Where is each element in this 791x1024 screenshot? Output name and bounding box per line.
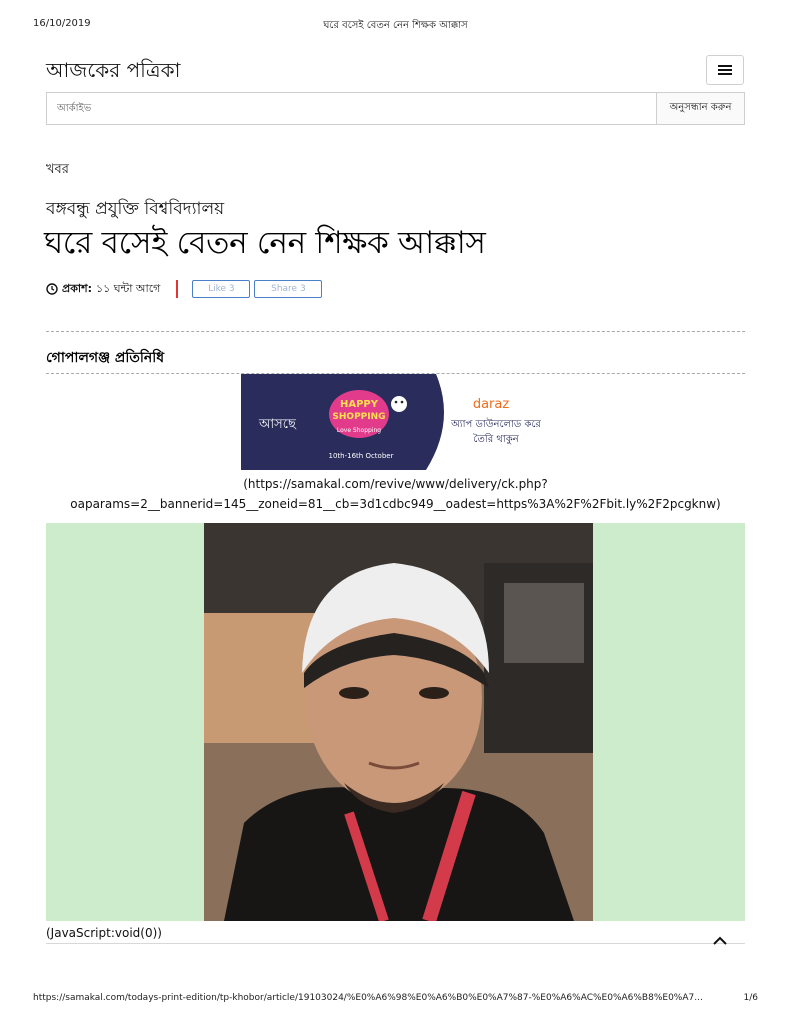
article-subheadline: বঙ্গবন্ধু প্রযুক্তি বিশ্ববিদ্যালয় bbox=[46, 199, 225, 219]
daraz-logo: daraz bbox=[472, 397, 510, 412]
site-name[interactable]: আজকের পত্রিকা bbox=[46, 58, 181, 82]
article-photo bbox=[204, 523, 593, 921]
published-label: প্রকাশ: bbox=[62, 281, 93, 295]
advertisement-banner[interactable] bbox=[241, 374, 550, 470]
ad-event-line3: Love Shopping bbox=[336, 427, 382, 434]
ad-dates: 10th-16th October bbox=[328, 452, 394, 460]
ad-event-line2: SHOPPING bbox=[332, 412, 386, 422]
article-headline: ঘরে বসেই বেতন নেন শিক্ষক আক্কাস bbox=[44, 225, 486, 261]
menu-button[interactable] bbox=[706, 55, 744, 85]
divider bbox=[46, 331, 745, 332]
print-title: ঘরে বসেই বেতন নেন শিক্ষক আক্কাস bbox=[323, 20, 468, 31]
article-category[interactable]: খবর bbox=[46, 162, 69, 177]
javascript-void-link[interactable]: (JavaScript:void(0)) bbox=[46, 926, 162, 940]
article-photo-frame bbox=[46, 523, 745, 921]
search-input[interactable] bbox=[47, 93, 657, 124]
chevron-up-icon bbox=[712, 936, 728, 946]
ad-link-line2[interactable]: oaparams=2__bannerid=145__zoneid=81__cb=3d1cdbc949__oadest=https%3A%2F%2Fbit.ly%2F2pcgknw) bbox=[70, 497, 721, 511]
ad-link-url[interactable] bbox=[0, 474, 791, 514]
print-url: https://samakal.com/todays-print-edition/tp-khobor/article/19103024/%E0%A6%98%E0%A6%B0%E0%A7%87-%E0%A6%AC%E0%A6%B8%E0%A7... bbox=[33, 993, 703, 1003]
ad-coming-text: আসছে bbox=[259, 417, 296, 432]
search-bar bbox=[46, 92, 745, 125]
print-date: 16/10/2019 bbox=[33, 18, 91, 29]
print-page-number: 1/6 bbox=[743, 993, 758, 1003]
facebook-like-button[interactable]: Like 3 bbox=[192, 280, 250, 298]
ad-link-line1[interactable]: (https://samakal.com/revive/www/delivery/ck.php? bbox=[243, 477, 548, 491]
ad-cta-line2: তৈরি থাকুন bbox=[473, 434, 519, 445]
ad-event-line1: HAPPY bbox=[339, 399, 379, 410]
article-meta bbox=[46, 278, 326, 300]
article-byline: গোপালগঞ্জ প্রতিনিধি bbox=[46, 350, 165, 366]
ad-graphic bbox=[241, 374, 550, 470]
meta-divider bbox=[176, 280, 178, 298]
published-time: ১১ ঘন্টা আগে bbox=[96, 281, 161, 295]
print-footer bbox=[33, 993, 758, 1007]
divider bbox=[46, 943, 745, 944]
clock-icon bbox=[46, 283, 58, 295]
scroll-to-top-button[interactable] bbox=[709, 932, 731, 950]
print-header bbox=[33, 18, 758, 34]
hamburger-menu-icon bbox=[718, 65, 732, 75]
search-button[interactable]: অনুসন্ধান করুন bbox=[656, 93, 744, 124]
ad-cta-line1: অ্যাপ ডাউনলোড করে bbox=[451, 419, 541, 430]
facebook-share-button[interactable]: Share 3 bbox=[254, 280, 322, 298]
